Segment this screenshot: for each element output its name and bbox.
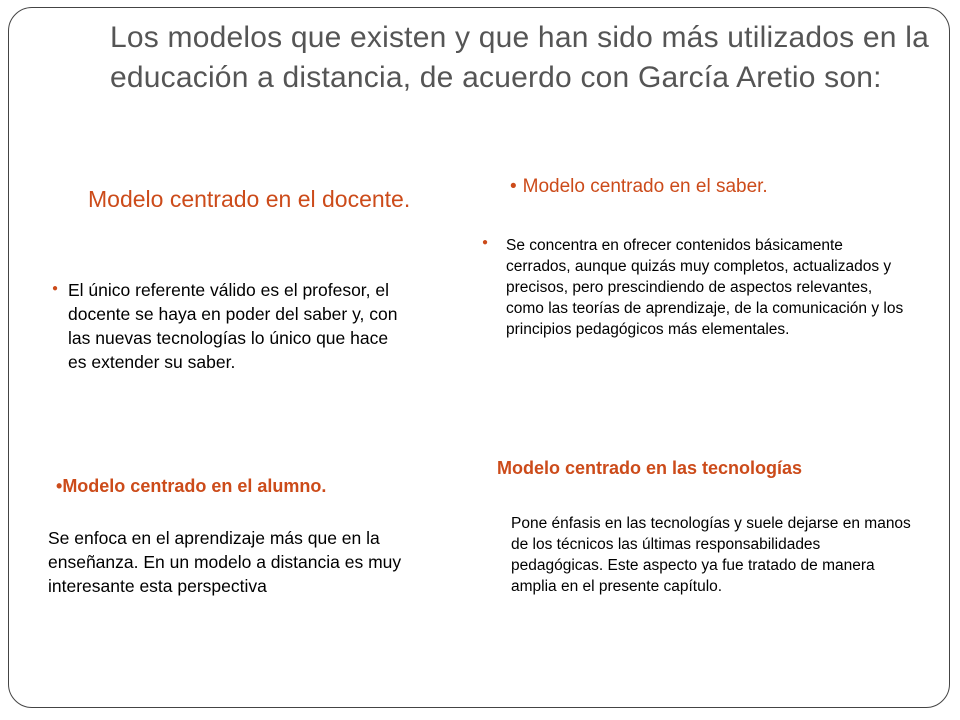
- bullet-icon: ●: [52, 283, 59, 294]
- text-modelo-docente: El único referente válido es el profesor, el docente se haya en poder del saber y, con las nuevas tecnologías lo único que hace es extender su saber.: [68, 280, 398, 372]
- bullet-icon: •: [510, 176, 517, 197]
- bullet-icon: ●: [482, 237, 489, 248]
- heading-modelo-docente: Modelo centrado en el docente.: [88, 186, 411, 212]
- heading-modelo-saber-label: Modelo centrado en el saber.: [522, 176, 768, 197]
- text-modelo-alumno: Se enfoca en el aprendizaje más que en la enseñanza. En un modelo a distancia es muy interesante esta perspectiva: [48, 528, 402, 596]
- heading-modelo-tecnologias: Modelo centrado en las tecnologías: [497, 458, 803, 478]
- heading-modelo-alumno: [56, 474, 456, 498]
- slide-title: Los modelos que existen y que han sido más utilizados en la educación a distancia, de acuerdo con García Aretio son:: [110, 21, 929, 94]
- bullet-icon: •: [56, 476, 63, 496]
- heading-modelo-alumno-label: Modelo centrado en el alumno.: [62, 476, 327, 496]
- heading-modelo-saber: [510, 174, 910, 200]
- text-modelo-tecnologias: Pone énfasis en las tecnologías y suele dejarse en manos de los técnicos las últimas responsabilidades pedagógicas. Este aspecto ya fue tratado de manera amplia en el presente capítulo.: [511, 515, 911, 595]
- text-modelo-saber: Se concentra en ofrecer contenidos básicamente cerrados, aunque quizás muy completos, actualizados y precisos, pero prescindiendo de aspectos relevantes, como las teorías de aprendizaje, de la comunicación y los principios pedagógicos más elementales.: [506, 237, 904, 338]
